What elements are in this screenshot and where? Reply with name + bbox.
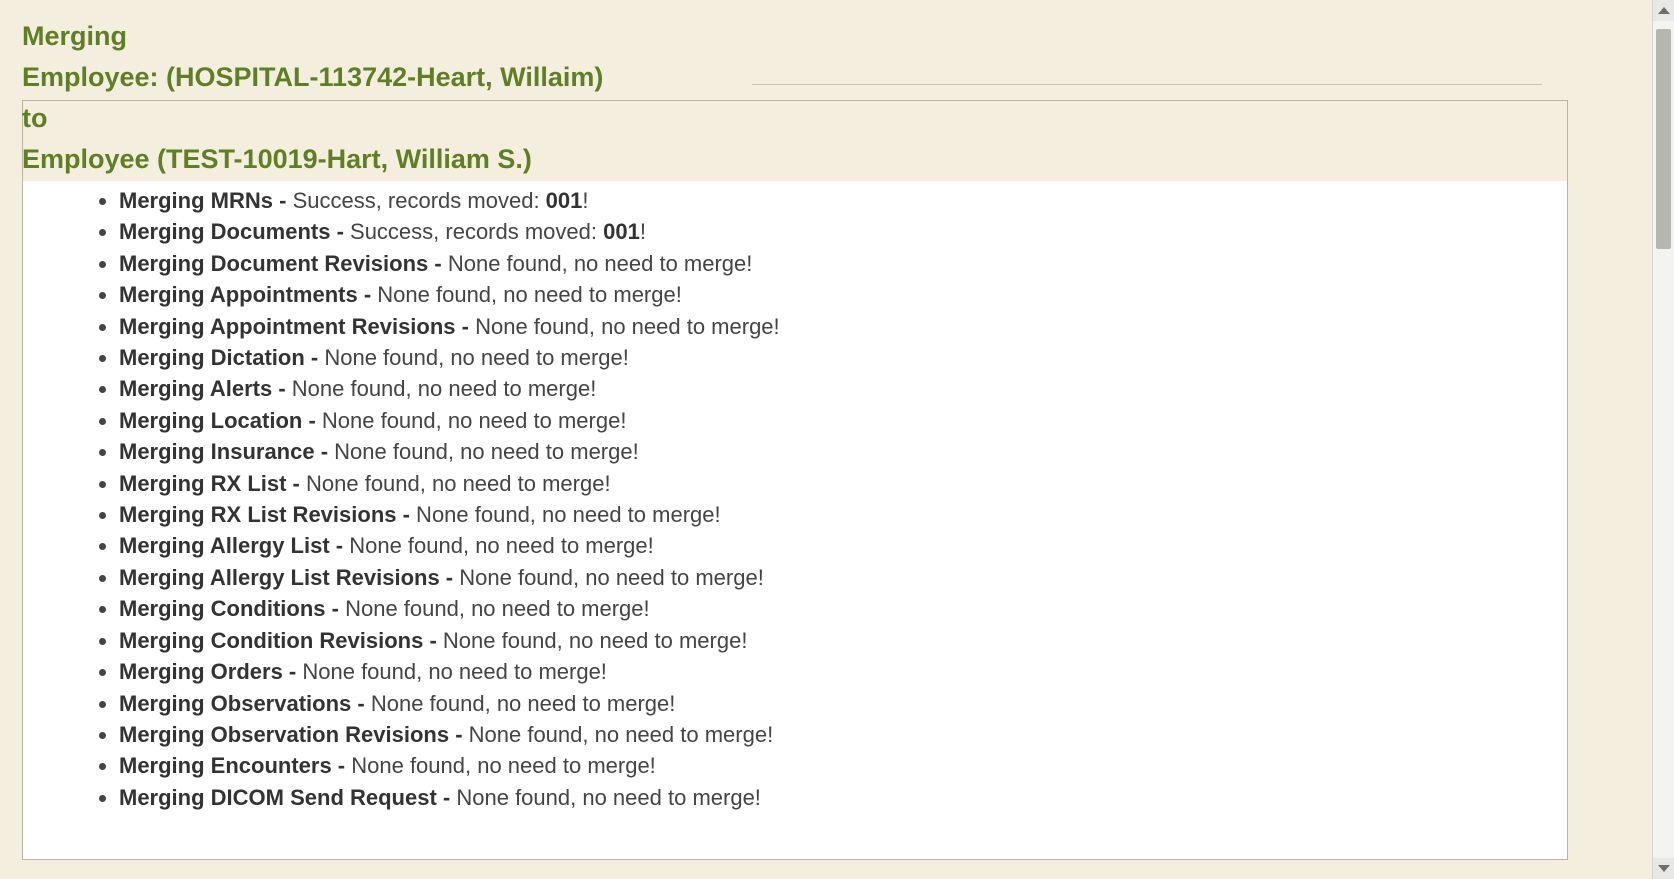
list-item	[119, 468, 1567, 499]
merge-item-label: Merging Allergy List -	[119, 533, 344, 559]
merge-item-status: None found, no need to merge!	[409, 502, 721, 528]
merge-item-status: None found, no need to merge!	[343, 533, 654, 559]
page-title-line-1: Merging	[22, 21, 127, 51]
page-title	[22, 16, 1502, 180]
list-item	[119, 625, 1567, 656]
list-item	[119, 311, 1567, 342]
merge-item-label: Merging MRNs -	[119, 188, 287, 213]
merge-item-status: None found, no need to merge!	[364, 690, 676, 716]
merge-item-status: None found, no need to merge!	[371, 282, 682, 308]
merge-item-suffix: !	[639, 219, 646, 245]
merge-item-label: Merging Conditions -	[119, 596, 339, 622]
list-item	[119, 373, 1567, 404]
merge-item-label: Merging Location -	[119, 407, 316, 433]
merge-item-status: Success, records moved:	[286, 188, 540, 213]
list-item	[119, 562, 1567, 593]
list-item	[119, 593, 1567, 624]
merge-item-status: None found, no need to merge!	[328, 439, 639, 465]
merge-item-label: Merging Documents -	[119, 219, 344, 245]
merge-item-status: None found, no need to merge!	[441, 250, 753, 276]
list-item	[119, 530, 1567, 561]
list-item	[119, 185, 1567, 216]
list-item	[119, 688, 1567, 719]
scroll-up-arrow-icon	[1658, 7, 1670, 14]
scroll-up-button[interactable]	[1653, 0, 1674, 21]
list-item	[119, 248, 1567, 279]
merge-item-status: None found, no need to merge!	[453, 564, 764, 590]
merge-log-list-wrapper	[23, 185, 1567, 813]
merge-item-status: None found, no need to merge!	[468, 313, 780, 339]
list-item	[119, 719, 1567, 750]
list-item	[119, 656, 1567, 687]
list-item	[119, 750, 1567, 781]
merge-item-label: Merging RX List Revisions -	[119, 502, 410, 528]
merge-item-status: None found, no need to merge!	[318, 345, 629, 371]
merge-item-status: None found, no need to merge!	[436, 627, 748, 653]
merge-item-status: None found, no need to merge!	[315, 407, 627, 433]
merge-item-status: None found, no need to merge!	[338, 596, 650, 622]
merge-item-status: None found, no need to merge!	[285, 376, 597, 402]
merge-item-status: None found, no need to merge!	[345, 753, 656, 779]
merge-item-label: Merging Observations -	[119, 690, 365, 716]
merge-item-label: Merging Allergy List Revisions -	[119, 564, 454, 590]
list-item	[119, 279, 1567, 310]
scrollbar-thumb[interactable]	[1656, 29, 1671, 249]
list-item	[119, 405, 1567, 436]
list-item	[119, 216, 1567, 247]
page-title-line-2: Employee: (HOSPITAL-113742-Heart, Willaim)	[22, 62, 604, 92]
vertical-scrollbar[interactable]	[1652, 0, 1674, 879]
merge-item-count: 001	[539, 188, 583, 213]
merge-log-panel	[22, 100, 1568, 860]
merge-item-status: None found, no need to merge!	[296, 659, 607, 685]
merge-item-status: None found, no need to merge!	[450, 784, 761, 810]
merge-log-list	[23, 185, 1567, 813]
scroll-down-arrow-icon	[1658, 865, 1670, 872]
merge-item-count: 001	[597, 219, 640, 245]
merge-item-label: Merging Observation Revisions -	[119, 721, 463, 747]
merge-item-status: None found, no need to merge!	[462, 721, 774, 747]
merge-item-label: Merging Alerts -	[119, 376, 286, 402]
merge-item-label: Merging Appointments -	[119, 282, 372, 308]
list-item	[119, 499, 1567, 530]
merge-item-label: Merging Insurance -	[119, 439, 329, 465]
page-title-line-4: Employee (TEST-10019-Hart, William S.)	[22, 144, 532, 174]
merge-item-label: Merging Document Revisions -	[119, 250, 442, 276]
merge-item-label: Merging Condition Revisions -	[119, 627, 437, 653]
scrollbar-track[interactable]	[1653, 21, 1674, 858]
merge-item-status: None found, no need to merge!	[299, 470, 611, 496]
merge-item-label: Merging Appointment Revisions -	[119, 313, 469, 339]
merge-item-label: Merging Encounters -	[119, 753, 346, 779]
merge-item-label: Merging Dictation -	[119, 345, 319, 371]
merge-item-suffix: !	[582, 188, 589, 213]
list-item	[119, 342, 1567, 373]
page-title-line-3: to	[22, 103, 48, 133]
scroll-down-button[interactable]	[1653, 858, 1674, 879]
merge-item-label: Merging Orders -	[119, 659, 297, 685]
list-item	[119, 436, 1567, 467]
list-item	[119, 782, 1567, 813]
merge-item-label: Merging DICOM Send Request -	[119, 784, 451, 810]
merge-item-status: Success, records moved:	[343, 219, 598, 245]
merge-item-label: Merging RX List -	[119, 470, 300, 496]
